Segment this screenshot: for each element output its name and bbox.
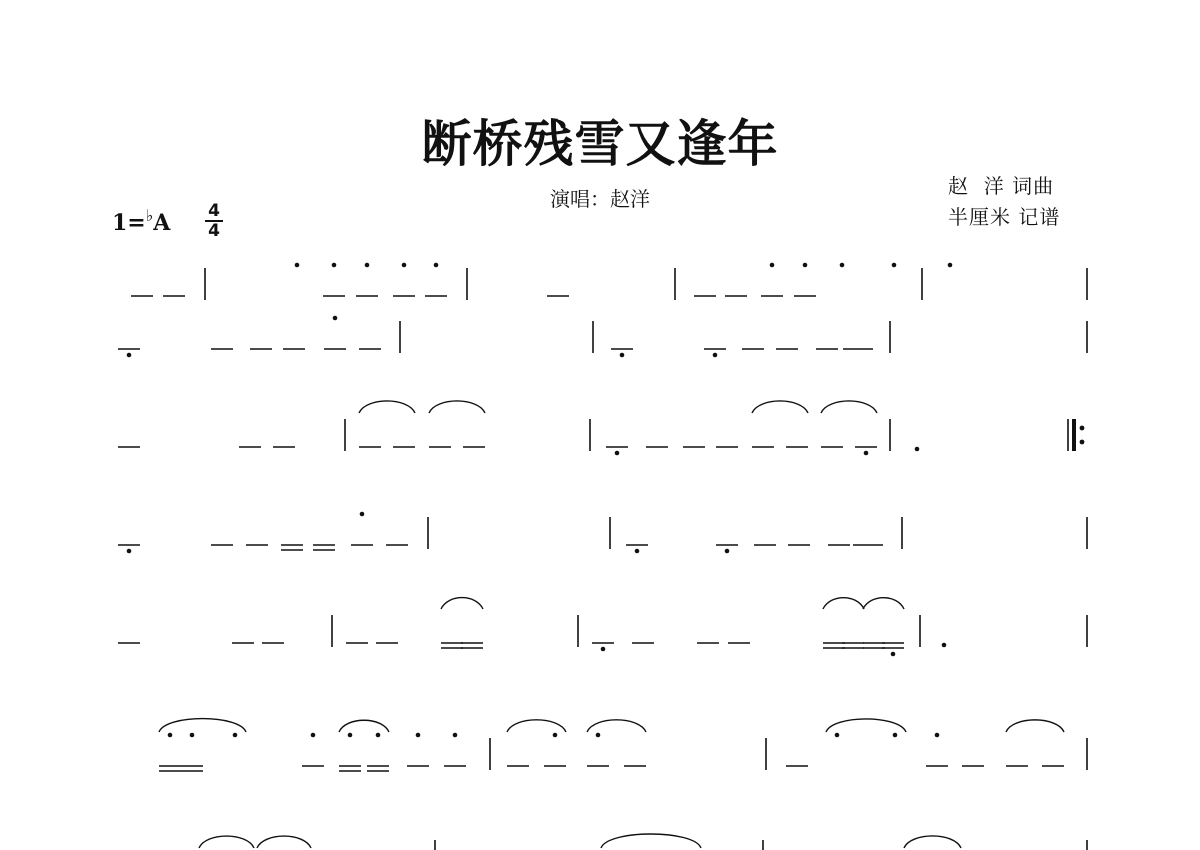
octave-up-dot bbox=[333, 316, 338, 321]
repeat-barline-thick bbox=[1072, 419, 1076, 451]
octave-up-dot bbox=[840, 263, 845, 268]
octave-up-dot bbox=[348, 733, 353, 738]
octave-up-dot bbox=[453, 733, 458, 738]
repeat-dot bbox=[1080, 440, 1085, 445]
octave-up-dot bbox=[553, 733, 558, 738]
song-title: 断桥残雪又逢年 bbox=[421, 115, 779, 173]
octave-down-dot bbox=[615, 451, 620, 456]
octave-up-dot bbox=[892, 263, 897, 268]
octave-up-dot bbox=[770, 263, 775, 268]
tie-slur bbox=[199, 836, 254, 848]
flat-sign-icon: ♭ bbox=[145, 206, 154, 225]
tie-slur bbox=[441, 598, 483, 609]
time-signature-top: 4 bbox=[208, 201, 220, 221]
tie-slur bbox=[587, 720, 646, 732]
octave-up-dot bbox=[893, 733, 898, 738]
repeat-dot bbox=[1080, 426, 1085, 431]
octave-down-dot bbox=[725, 549, 730, 554]
octave-down-dot bbox=[915, 447, 920, 452]
lyricist-composer-credit: 赵 洋 词曲 bbox=[948, 174, 1055, 198]
key-note: A bbox=[153, 210, 171, 236]
tie-slur bbox=[429, 401, 485, 413]
octave-up-dot bbox=[365, 263, 370, 268]
octave-up-dot bbox=[434, 263, 439, 268]
tie-slur bbox=[863, 598, 904, 609]
tie-slur bbox=[601, 834, 701, 848]
time-signature-bottom: 4 bbox=[208, 221, 220, 241]
octave-down-dot bbox=[127, 549, 132, 554]
octave-up-dot bbox=[948, 263, 953, 268]
tie-slur bbox=[904, 836, 961, 848]
tie-slur bbox=[159, 719, 246, 732]
octave-up-dot bbox=[376, 733, 381, 738]
key-prefix: 1= bbox=[112, 210, 146, 236]
singer-credit: 演唱：赵洋 bbox=[550, 187, 650, 211]
octave-down-dot bbox=[601, 647, 606, 652]
octave-up-dot bbox=[360, 512, 365, 517]
tie-slur bbox=[752, 401, 808, 413]
octave-up-dot bbox=[332, 263, 337, 268]
octave-up-dot bbox=[168, 733, 173, 738]
tie-slur bbox=[821, 401, 877, 413]
octave-down-dot bbox=[620, 353, 625, 358]
octave-up-dot bbox=[835, 733, 840, 738]
tie-slur bbox=[1006, 720, 1064, 732]
octave-up-dot bbox=[416, 733, 421, 738]
octave-down-dot bbox=[891, 652, 896, 657]
octave-down-dot bbox=[942, 643, 947, 648]
tie-slur bbox=[257, 836, 311, 848]
octave-up-dot bbox=[311, 733, 316, 738]
octave-up-dot bbox=[402, 263, 407, 268]
transcriber-credit: 半厘米 记谱 bbox=[948, 205, 1061, 229]
tie-slur bbox=[826, 719, 906, 732]
octave-down-dot bbox=[864, 451, 869, 456]
octave-up-dot bbox=[295, 263, 300, 268]
tie-slur bbox=[359, 401, 415, 413]
tie-slur bbox=[339, 720, 389, 732]
octave-up-dot bbox=[596, 733, 601, 738]
octave-down-dot bbox=[713, 353, 718, 358]
octave-up-dot bbox=[233, 733, 238, 738]
tie-slur bbox=[507, 720, 566, 732]
octave-down-dot bbox=[127, 353, 132, 358]
octave-down-dot bbox=[635, 549, 640, 554]
octave-up-dot bbox=[803, 263, 808, 268]
octave-up-dot bbox=[935, 733, 940, 738]
tie-slur bbox=[823, 598, 864, 609]
octave-up-dot bbox=[190, 733, 195, 738]
